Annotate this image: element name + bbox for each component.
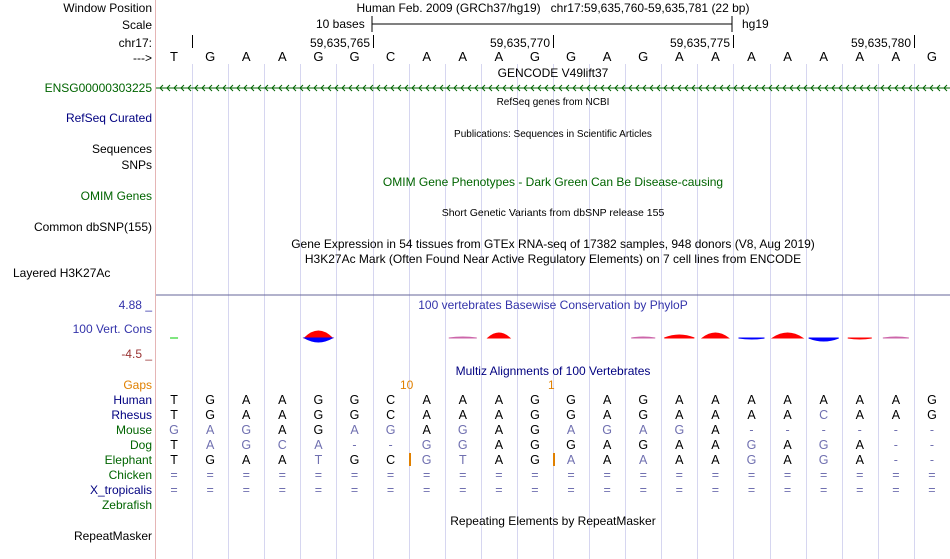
label-sequences[interactable]: Sequences xyxy=(91,142,152,156)
alignment-base: G xyxy=(602,423,612,437)
species-label[interactable]: Elephant xyxy=(104,453,152,467)
alignment-base: = xyxy=(350,468,359,482)
alignment-base: G xyxy=(349,453,360,467)
alignment-base: G xyxy=(566,408,576,422)
label-scale: Scale xyxy=(121,18,152,32)
alignment-base: A xyxy=(675,393,684,407)
alignment-base: = xyxy=(278,483,286,497)
label-repeatmasker[interactable]: RepeatMasker xyxy=(73,529,152,543)
alignment-base: = xyxy=(242,483,250,497)
ruler-position-label: 59,635,765 xyxy=(309,36,370,50)
alignment-base: G xyxy=(457,438,468,452)
label-100-vert-cons[interactable]: 100 Vert. Cons xyxy=(72,322,152,336)
conservation-mark xyxy=(773,333,803,338)
sequence-base: G xyxy=(349,49,360,64)
alignment-base: G xyxy=(566,393,576,407)
sequence-base: A xyxy=(819,49,828,64)
dbsnp-track-title[interactable]: Short Genetic Variants from dbSNP release 155 xyxy=(441,207,665,219)
alignment-base: = xyxy=(928,468,936,482)
alignment-base: G xyxy=(313,408,324,422)
alignment-base: C xyxy=(386,408,396,422)
alignment-base: C xyxy=(277,438,287,452)
conservation-mark xyxy=(739,338,765,339)
sequence-base: A xyxy=(855,49,865,64)
alignment-base: T xyxy=(458,453,467,467)
alignment-base: = xyxy=(675,468,683,482)
alignment-base: G xyxy=(421,453,432,467)
alignment-base: G xyxy=(205,453,215,467)
repeatmasker-track-title[interactable]: Repeating Elements by RepeatMasker xyxy=(450,514,656,528)
alignment-base: A xyxy=(602,453,612,467)
sequence-base: G xyxy=(638,49,649,64)
alignment-base: = xyxy=(856,468,864,482)
ruler-position-label: 59,635,770 xyxy=(489,36,550,50)
alignment-base: G xyxy=(818,453,829,467)
alignment-base: A xyxy=(711,438,720,452)
alignment-base: = xyxy=(170,483,178,497)
alignment-base: - xyxy=(785,423,790,437)
alignment-base: T xyxy=(170,393,178,407)
alignment-base: A xyxy=(675,453,684,467)
alignment-base: A xyxy=(855,393,864,407)
label-dbsnp[interactable]: Common dbSNP(155) xyxy=(33,220,152,234)
species-label[interactable]: Rhesus xyxy=(111,408,152,422)
alignment-base: G xyxy=(530,423,540,437)
gap-mark-1: 1 xyxy=(548,378,555,392)
alignment-base: = xyxy=(820,468,828,482)
alignment-base: = xyxy=(423,483,431,497)
alignment-base: G xyxy=(638,408,649,422)
alignment-base: = xyxy=(170,468,178,482)
alignment-base: = xyxy=(531,468,539,482)
alignment-base: - xyxy=(893,453,898,467)
conservation-mark xyxy=(848,338,872,339)
alignment-base: = xyxy=(675,483,683,497)
scale-label: 10 bases xyxy=(316,17,365,31)
label-gaps: Gaps xyxy=(123,378,152,392)
alignment-base: A xyxy=(855,453,864,467)
alignment-base: A xyxy=(494,423,504,437)
alignment-base: = xyxy=(747,483,756,497)
alignment-base: = xyxy=(892,483,900,497)
alignment-base: A xyxy=(566,453,576,467)
sequence-base: G xyxy=(926,49,938,64)
alignment-base: A xyxy=(602,408,612,422)
alignment-base: T xyxy=(314,453,323,467)
alignment-base: G xyxy=(169,423,179,437)
alignment-base: C xyxy=(819,408,829,422)
alignment-base: A xyxy=(747,393,756,407)
alignment-base: A xyxy=(278,408,287,422)
alignment-base: G xyxy=(421,438,432,452)
alignment-base: A xyxy=(891,408,901,422)
alignment-base: A xyxy=(278,453,287,467)
conservation-mark xyxy=(304,338,332,342)
alignment-base: G xyxy=(818,438,829,452)
sequence-base: A xyxy=(277,49,287,64)
label-snps[interactable]: SNPs xyxy=(121,158,152,172)
alignment-base: A xyxy=(711,393,720,407)
alignment-base: = xyxy=(639,468,647,482)
alignment-base: - xyxy=(821,423,826,437)
alignment-base: G xyxy=(241,423,252,437)
label-chrom: chr17: xyxy=(118,36,152,50)
assembly-name: Human Feb. 2009 (GRCh37/hg19) xyxy=(356,1,541,15)
alignment-base: - xyxy=(352,438,357,452)
alignment-base: A xyxy=(602,393,612,407)
alignment-base: C xyxy=(386,453,396,467)
alignment-base: G xyxy=(349,393,360,407)
alignment-base: = xyxy=(495,468,503,482)
alignment-base: = xyxy=(386,483,395,497)
alignment-base: - xyxy=(929,438,935,452)
alignment-base: A xyxy=(783,393,792,407)
alignment-base: G xyxy=(746,438,757,452)
alignment-base: G xyxy=(927,408,937,422)
window-position-readout xyxy=(156,1,950,15)
gencode-track-title[interactable]: GENCODE V49lift37 xyxy=(497,66,609,80)
alignment-base: A xyxy=(711,453,720,467)
alignment-base: G xyxy=(313,423,324,437)
alignment-base: G xyxy=(349,408,360,422)
sequence-base: G xyxy=(529,49,541,64)
label-cons-max: 4.88 _ xyxy=(118,298,152,312)
alignment-base: G xyxy=(205,393,215,407)
alignment-base: G xyxy=(313,393,324,407)
sequence-base: A xyxy=(711,49,720,64)
alignment-base: A xyxy=(675,408,684,422)
label-h3k27ac[interactable]: Layered H3K27Ac xyxy=(13,266,111,280)
alignment-base: A xyxy=(314,438,323,452)
alignment-base: G xyxy=(746,453,757,467)
scale-db: hg19 xyxy=(742,17,769,31)
alignment-base: - xyxy=(929,453,935,467)
sequence-base: A xyxy=(602,49,612,64)
alignment-base: T xyxy=(170,438,178,452)
sequence-base: A xyxy=(241,49,251,64)
alignment-base: T xyxy=(170,408,178,422)
multiz-track-title[interactable]: Multiz Alignments of 100 Vertebrates xyxy=(455,364,651,378)
alignment-base: = xyxy=(531,483,539,497)
alignment-base: - xyxy=(388,438,393,452)
alignment-base: A xyxy=(783,408,792,422)
alignment-base: A xyxy=(494,393,504,407)
sequence-base: C xyxy=(385,49,396,64)
conservation-mark xyxy=(809,338,839,341)
alignment-base: A xyxy=(855,438,864,452)
alignment-base: G xyxy=(205,408,215,422)
label-window-position: Window Position xyxy=(63,1,152,15)
alignment-base: = xyxy=(567,483,575,497)
track-data-area[interactable] xyxy=(156,0,950,559)
alignment-base: = xyxy=(206,483,214,497)
conservation-mark xyxy=(702,333,728,338)
alignment-base: A xyxy=(422,423,431,437)
refseq-track-title[interactable]: RefSeq genes from NCBI xyxy=(496,97,610,108)
label-refseq-curated[interactable]: RefSeq Curated xyxy=(65,111,152,125)
alignment-base: - xyxy=(893,438,898,452)
gap-insert-mark xyxy=(409,453,411,466)
alignment-base: A xyxy=(458,408,467,422)
alignment-base: A xyxy=(242,393,251,407)
alignment-base: A xyxy=(205,438,215,452)
sequence-base: A xyxy=(783,49,792,64)
conservation-mark xyxy=(631,337,655,338)
alignment-base: A xyxy=(494,408,504,422)
alignment-base: = xyxy=(603,483,611,497)
track-label-column xyxy=(0,0,156,559)
alignment-base: - xyxy=(929,423,935,437)
alignment-base: A xyxy=(205,423,215,437)
sequence-base: G xyxy=(205,49,216,64)
gap-mark-10: 10 xyxy=(400,378,414,392)
alignment-base: G xyxy=(638,438,649,452)
alignment-base: A xyxy=(350,423,359,437)
alignment-base: G xyxy=(927,393,937,407)
alignment-base: G xyxy=(530,408,540,422)
alignment-base: A xyxy=(278,423,287,437)
sequence-base: A xyxy=(494,49,504,64)
sequence-base: A xyxy=(674,49,684,64)
alignment-base: = xyxy=(639,483,647,497)
alignment-base: = xyxy=(820,483,828,497)
alignment-base: T xyxy=(170,453,178,467)
conservation-mark xyxy=(664,335,694,338)
alignment-base: G xyxy=(530,438,540,452)
alignment-base: C xyxy=(386,393,396,407)
alignment-base: = xyxy=(423,468,431,482)
label-gene-id[interactable]: ENSG00000303225 xyxy=(44,81,152,95)
alignment-base: = xyxy=(783,483,792,497)
alignment-base: G xyxy=(566,438,576,452)
species-label[interactable]: Dog xyxy=(129,438,152,452)
conservation-mark xyxy=(488,333,510,338)
alignment-base: = xyxy=(206,468,214,482)
sequence-base: T xyxy=(170,49,178,64)
alignment-base: A xyxy=(711,423,720,437)
alignment-base: A xyxy=(639,453,648,467)
phylop-track-title[interactable]: 100 vertebrates Basewise Conservation by PhyloP xyxy=(418,298,688,312)
alignment-base: A xyxy=(494,438,504,452)
alignment-base: A xyxy=(675,438,684,452)
sequence-base: G xyxy=(565,49,577,64)
alignment-base: - xyxy=(749,423,754,437)
gap-insert-mark xyxy=(553,453,555,466)
alignment-base: = xyxy=(928,483,936,497)
alignment-base: G xyxy=(638,393,649,407)
label-omim-genes[interactable]: OMIM Genes xyxy=(80,189,152,203)
alignment-base: A xyxy=(422,393,431,407)
alignment-base: G xyxy=(385,423,396,437)
alignment-base: G xyxy=(530,453,540,467)
sequence-base: G xyxy=(313,49,324,64)
alignment-base: - xyxy=(893,423,898,437)
alignment-base: = xyxy=(603,468,611,482)
alignment-base: A xyxy=(783,438,792,452)
conservation-mark xyxy=(449,337,477,338)
alignment-base: A xyxy=(639,423,648,437)
alignment-base: = xyxy=(747,468,756,482)
alignment-base: = xyxy=(350,483,359,497)
species-label[interactable]: Chicken xyxy=(108,468,152,482)
alignment-base: G xyxy=(457,423,468,437)
alignment-base: A xyxy=(602,438,612,452)
alignment-base: A xyxy=(819,393,828,407)
conservation-mark xyxy=(304,331,332,338)
alignment-base: = xyxy=(711,468,720,482)
publications-track-title[interactable]: Publications: Sequences in Scientific Articles xyxy=(454,129,652,140)
alignment-base: = xyxy=(711,483,720,497)
alignment-base: A xyxy=(458,393,467,407)
alignment-base: A xyxy=(422,408,431,422)
alignment-base: = xyxy=(459,483,467,497)
alignment-base: = xyxy=(242,468,250,482)
sequence-base: A xyxy=(891,49,901,64)
alignment-base: G xyxy=(530,393,540,407)
alignment-base: = xyxy=(856,483,864,497)
alignment-base: A xyxy=(494,453,504,467)
sequence-base: A xyxy=(458,49,468,64)
gtex-track-title[interactable]: Gene Expression in 54 tissues from GTEx RNA-seq of 17382 samples, 948 donors (V8, Aug 2019) xyxy=(291,237,815,251)
scale-bar xyxy=(372,16,732,32)
sequence-base: A xyxy=(747,49,756,64)
alignment-base: - xyxy=(857,423,862,437)
species-label[interactable]: Mouse xyxy=(115,423,152,437)
conservation-mark xyxy=(883,337,909,338)
alignment-base: = xyxy=(314,468,323,482)
alignment-base: = xyxy=(567,468,575,482)
omim-track-title[interactable]: OMIM Gene Phenotypes - Dark Green Can Be Disease-causing xyxy=(382,175,724,189)
species-label[interactable]: Human xyxy=(113,393,152,407)
alignment-base: A xyxy=(566,423,576,437)
alignment-base: A xyxy=(711,408,720,422)
alignment-base: A xyxy=(242,408,251,422)
label-cons-min: -4.5 _ xyxy=(121,347,152,361)
ruler-position-label: 59,635,780 xyxy=(850,36,911,50)
species-label[interactable]: X_tropicalis xyxy=(89,483,152,497)
alignment-base: A xyxy=(855,408,864,422)
alignment-base: = xyxy=(314,483,323,497)
conservation-marks xyxy=(170,331,909,342)
alignment-base: A xyxy=(891,393,901,407)
ruler-position-label: 59,635,775 xyxy=(669,36,730,50)
alignment-base: G xyxy=(674,423,685,437)
alignment-base: A xyxy=(242,453,251,467)
label-strand: ---> xyxy=(133,51,152,65)
sequence-base: A xyxy=(422,49,431,64)
window-position: chr17:59,635,760-59,635,781 (22 bp) xyxy=(550,1,750,15)
alignment-base: A xyxy=(783,453,792,467)
alignment-base: = xyxy=(892,468,900,482)
species-label[interactable]: Zebrafish xyxy=(101,498,152,512)
alignment-base: = xyxy=(386,468,395,482)
alignment-base: A xyxy=(747,408,756,422)
alignment-base: A xyxy=(278,393,287,407)
h3k27ac-track-title[interactable]: H3K27Ac Mark (Often Found Near Active Regulatory Elements) on 7 cell lines from ENCODE xyxy=(304,252,802,266)
alignment-base: = xyxy=(278,468,286,482)
alignment-base: G xyxy=(241,438,252,452)
alignment-base: = xyxy=(495,483,503,497)
alignment-base: = xyxy=(459,468,467,482)
alignment-base: = xyxy=(783,468,792,482)
